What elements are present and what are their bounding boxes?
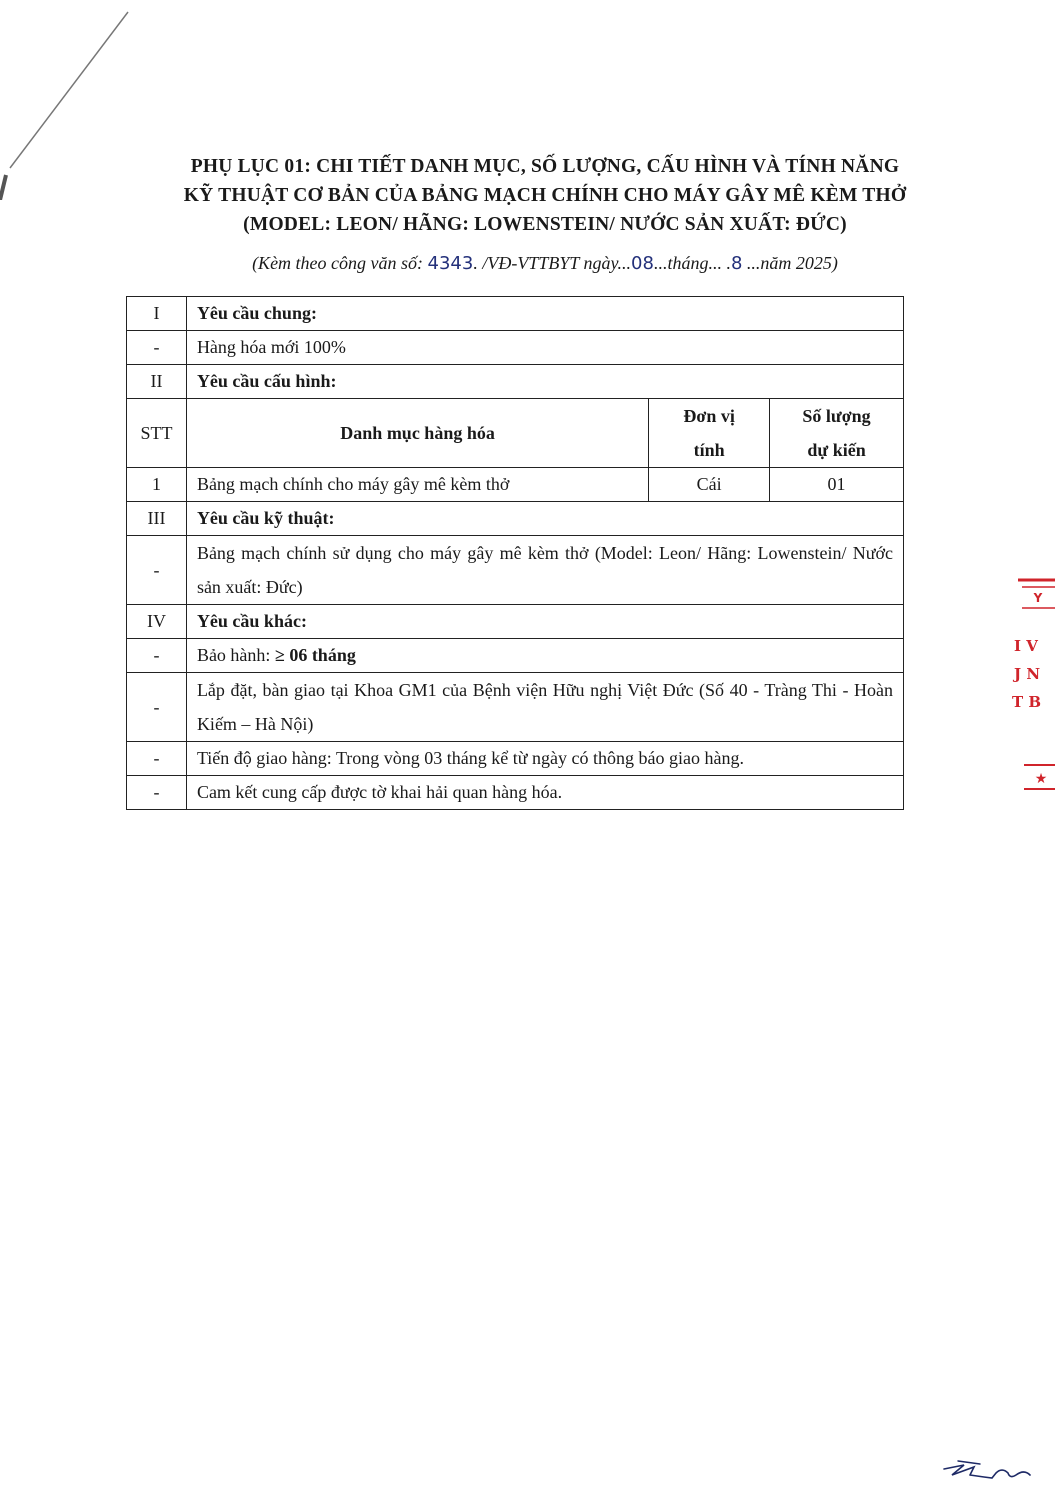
item-dash: - bbox=[127, 536, 187, 605]
stamp-star: ★ bbox=[1034, 771, 1048, 787]
document-title bbox=[100, 152, 990, 239]
section-number: II bbox=[127, 365, 187, 399]
section-title: Yêu cầu cấu hình: bbox=[186, 365, 903, 399]
cell-name: Bảng mạch chính cho máy gây mê kèm thở bbox=[186, 468, 648, 502]
header-stt: STT bbox=[127, 399, 187, 468]
header-quantity-line-2: dự kiến bbox=[807, 440, 866, 460]
item-text: Tiến độ giao hàng: Trong vòng 03 tháng kể từ ngày có thông báo giao hàng. bbox=[186, 742, 903, 776]
item-dash: - bbox=[127, 331, 187, 365]
reference-number: 4343 bbox=[427, 253, 474, 274]
reference-month: 8 bbox=[730, 253, 743, 274]
title-line-1: PHỤ LỤC 01: CHI TIẾT DANH MỤC, SỐ LƯỢNG, CẤU HÌNH VÀ TÍNH NĂNG bbox=[190, 156, 900, 177]
table-row bbox=[127, 639, 904, 673]
item-text: Lắp đặt, bàn giao tại Khoa GM1 của Bệnh viện Hữu nghị Việt Đức (Số 40 - Tràng Thi - Hoàn Kiếm – Hà Nội) bbox=[186, 673, 903, 742]
table-row bbox=[127, 673, 904, 742]
header-unit-line-2: tính bbox=[693, 440, 725, 460]
item-text bbox=[186, 639, 903, 673]
item-dash: - bbox=[127, 639, 187, 673]
reference-suffix: ...năm 2025) bbox=[742, 253, 838, 273]
title-line-2: KỸ THUẬT CƠ BẢN CỦA BẢNG MẠCH CHÍNH CHO MÁY GÂY MÊ KÈM THỞ bbox=[183, 185, 907, 206]
stamp-text-1: Y bbox=[1033, 591, 1043, 605]
title-line-3: (MODEL: LEON/ HÃNG: LOWENSTEIN/ NƯỚC SẢN XUẤT: ĐỨC) bbox=[243, 214, 847, 235]
reference-line bbox=[100, 253, 990, 274]
item-text: Hàng hóa mới 100% bbox=[186, 331, 903, 365]
item-dash: - bbox=[127, 673, 187, 742]
item-text: Bảng mạch chính sử dụng cho máy gây mê kèm thở (Model: Leon/ Hãng: Lowenstein/ Nước sản xuất: Đức) bbox=[186, 536, 903, 605]
reference-month-label: ...tháng... . bbox=[653, 253, 731, 273]
section-row bbox=[127, 502, 904, 536]
header-quantity bbox=[770, 399, 904, 468]
specification-table bbox=[126, 296, 904, 810]
initials-signature bbox=[940, 1455, 1040, 1485]
cell-quantity: 01 bbox=[770, 468, 904, 502]
section-number: III bbox=[127, 502, 187, 536]
header-name: Danh mục hàng hóa bbox=[186, 399, 648, 468]
section-title: Yêu cầu kỹ thuật: bbox=[186, 502, 903, 536]
stamp-text-4: T B bbox=[1012, 693, 1042, 711]
table-row bbox=[127, 776, 904, 810]
section-number: I bbox=[127, 297, 187, 331]
table-row bbox=[127, 742, 904, 776]
stamp-text-2: I V bbox=[1014, 637, 1038, 655]
section-row bbox=[127, 365, 904, 399]
reference-middle: . /VĐ-VTTBYT ngày... bbox=[473, 253, 632, 273]
table-row bbox=[127, 331, 904, 365]
warranty-value: ≥ 06 tháng bbox=[274, 645, 356, 665]
reference-day: 08 bbox=[631, 253, 654, 274]
item-dash: - bbox=[127, 776, 187, 810]
section-row bbox=[127, 297, 904, 331]
stamp-text-3: J N bbox=[1014, 665, 1041, 683]
header-quantity-line-1: Số lượng bbox=[802, 406, 871, 426]
cell-stt: 1 bbox=[127, 468, 187, 502]
warranty-label: Bảo hành: bbox=[196, 645, 275, 665]
header-unit bbox=[649, 399, 770, 468]
header-unit-line-1: Đơn vị bbox=[683, 406, 735, 426]
section-row bbox=[127, 605, 904, 639]
section-number: IV bbox=[127, 605, 187, 639]
section-title: Yêu cầu khác: bbox=[186, 605, 903, 639]
table-row bbox=[127, 536, 904, 605]
reference-prefix: (Kèm theo công văn số: bbox=[252, 253, 428, 273]
red-stamp-fragment bbox=[1010, 575, 1055, 800]
item-text: Cam kết cung cấp được tờ khai hải quan hàng hóa. bbox=[186, 776, 903, 810]
section-title: Yêu cầu chung: bbox=[186, 297, 903, 331]
table-header-row bbox=[127, 399, 904, 468]
table-row bbox=[127, 468, 904, 502]
cell-unit: Cái bbox=[649, 468, 770, 502]
item-dash: - bbox=[127, 742, 187, 776]
